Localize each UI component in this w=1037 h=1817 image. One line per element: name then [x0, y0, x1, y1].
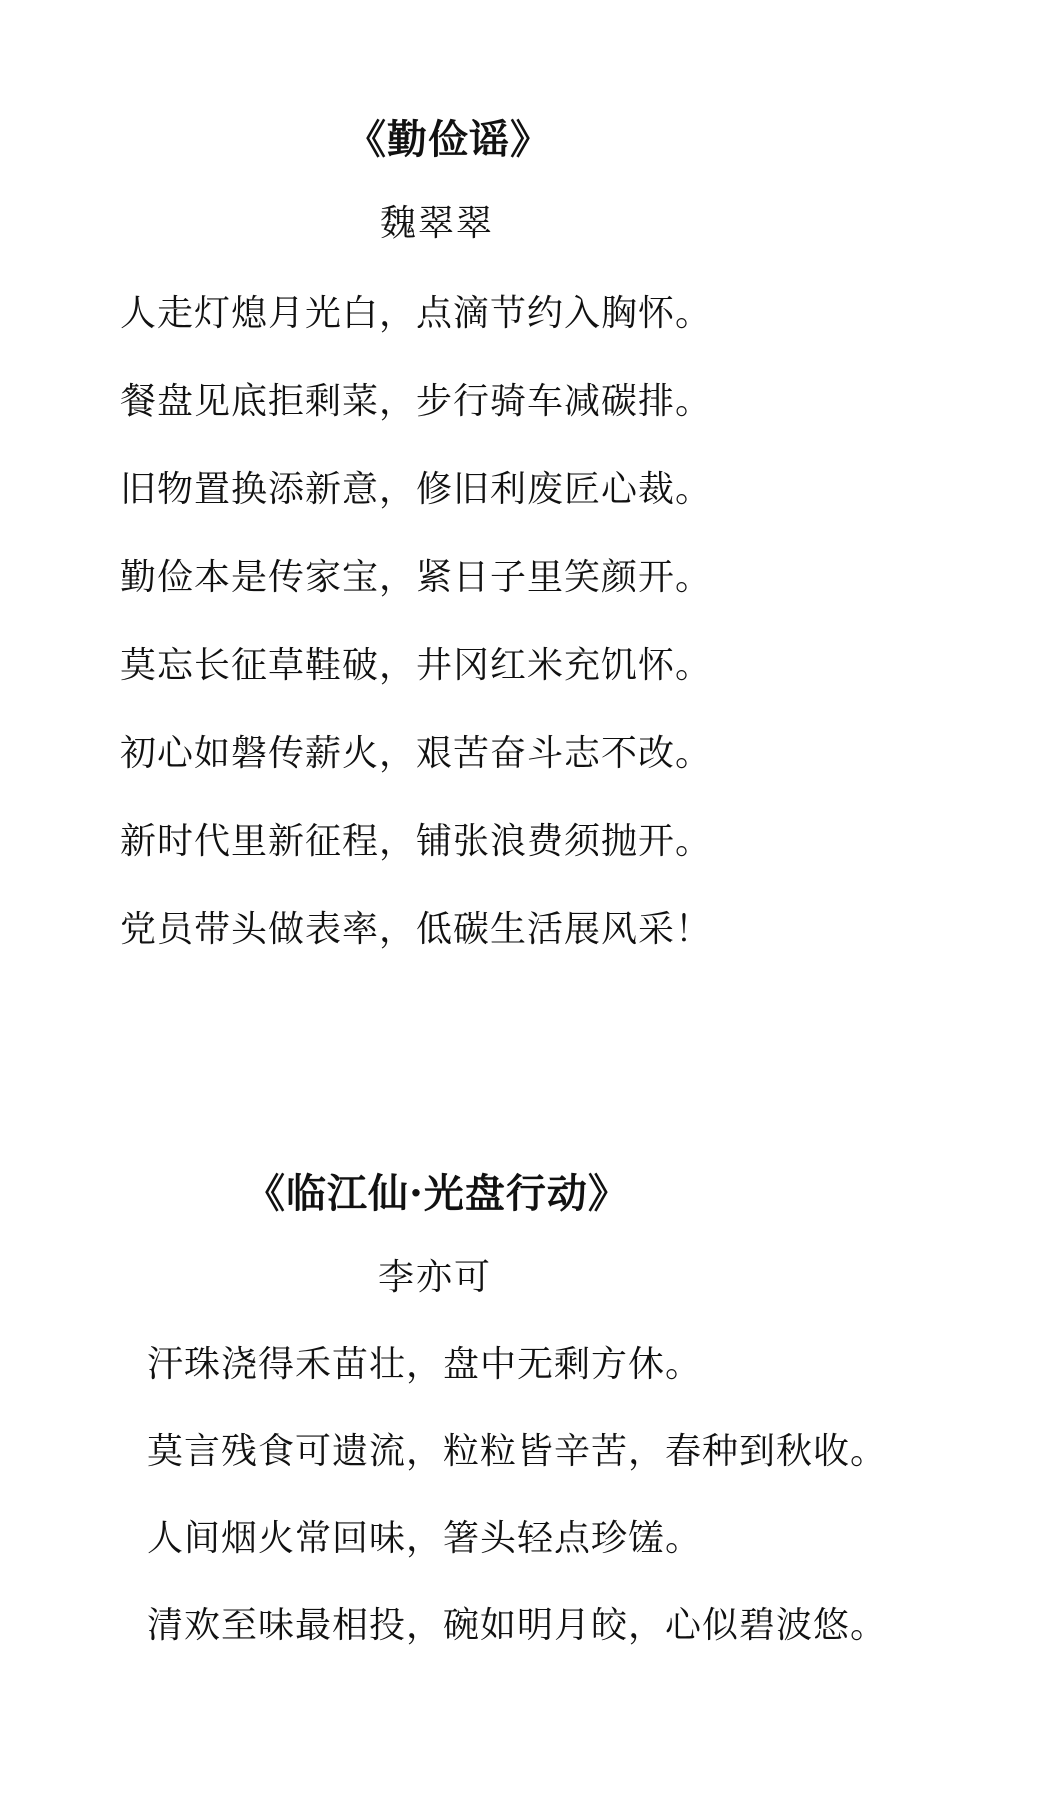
poem-line: 党员带头做表率，低碳生活展风采！: [120, 909, 713, 950]
poem-1-title: 《勤俭谣》: [346, 116, 551, 163]
poem-1-author: 魏翠翠: [380, 203, 495, 244]
poem-line: 人走灯熄月光白，点滴节约入胸怀。: [120, 293, 713, 334]
poem-line: 人间烟火常回味，箸头轻点珍馐。: [147, 1518, 703, 1559]
poem-line: 莫忘长征草鞋破，井冈红米充饥怀。: [120, 645, 713, 686]
poem-line: 清欢至味最相投，碗如明月皎，心似碧波悠。: [147, 1605, 888, 1646]
poem-line: 莫言残食可遗流，粒粒皆辛苦，春种到秋收。: [147, 1431, 888, 1472]
poem-2-body: [147, 1343, 887, 1691]
poem-line: 初心如磐传薪火，艰苦奋斗志不改。: [120, 733, 713, 774]
poem-line: 汗珠浇得禾苗壮，盘中无剩方休。: [147, 1344, 703, 1385]
poem-1-body: [120, 292, 712, 996]
poem-2-title: 《临江仙·光盘行动》: [245, 1170, 629, 1217]
poem-line: 餐盘见底拒剩菜，步行骑车减碳排。: [120, 381, 713, 422]
poem-line: 新时代里新征程，铺张浪费须抛开。: [120, 821, 713, 862]
poem-line: 勤俭本是传家宝，紧日子里笑颜开。: [120, 557, 713, 598]
poem-line: 旧物置换添新意，修旧利废匠心裁。: [120, 469, 713, 510]
poem-2-author: 李亦可: [378, 1257, 493, 1298]
